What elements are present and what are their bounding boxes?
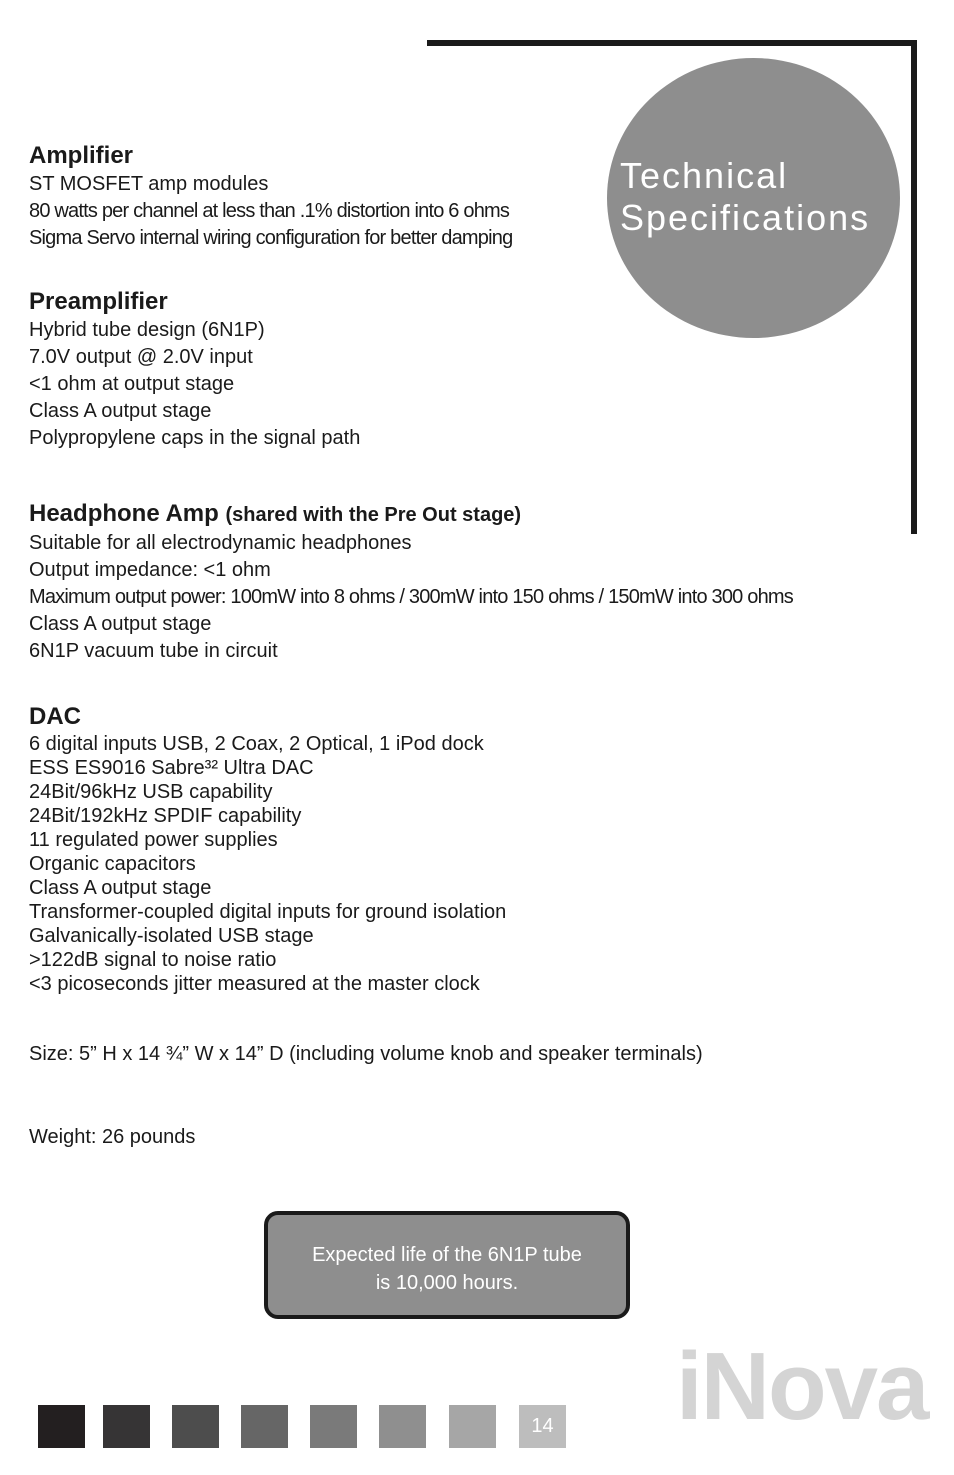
headphone-amp-note: (shared with the Pre Out stage) [225,504,522,526]
footer-swatch [310,1405,357,1448]
weight-spec: Weight: 26 pounds [29,1126,196,1148]
spec-line: 11 regulated power supplies [29,829,278,851]
spec-line: Polypropylene caps in the signal path [29,427,361,449]
page-number: 14 [531,1415,554,1437]
spec-line: Galvanically-isolated USB stage [29,925,314,947]
spec-line: 7.0V output @ 2.0V input [29,346,253,368]
headphone-amp-heading-row [29,499,793,530]
amplifier-section [29,141,512,252]
header-frame-top-rule [427,40,917,46]
size-spec: Size: 5” H x 14 ¾” W x 14” D (including volume knob and speaker terminals) [29,1043,703,1065]
dac-section [29,702,506,996]
footer-swatch [172,1405,219,1448]
page-title: Technical Specifications [620,155,871,238]
footer-swatch [379,1405,426,1448]
amplifier-heading: Amplifier [29,142,134,169]
spec-line: >122dB signal to noise ratio [29,949,277,971]
spec-line: 24Bit/192kHz SPDIF capability [29,805,302,827]
spec-line: Transformer-coupled digital inputs for ground isolation [29,901,507,923]
spec-line: Maximum output power: 100mW into 8 ohms / 300mW into 150 ohms / 150mW into 300 ohms [29,586,793,608]
spec-line: ESS ES9016 Sabre³² Ultra DAC [29,757,314,779]
spec-line: Sigma Servo internal wiring configuration for better damping [29,227,513,249]
spec-line: ST MOSFET amp modules [29,173,269,195]
dac-heading: DAC [29,703,81,730]
spec-line: Class A output stage [29,613,212,635]
spec-line: 80 watts per channel at less than .1% distortion into 6 ohms [29,200,510,222]
preamplifier-section [29,287,360,452]
spec-line: <3 picoseconds jitter measured at the master clock [29,973,480,995]
spec-line: Organic capacitors [29,853,196,875]
footer-swatch [449,1405,496,1448]
callout-line: is 10,000 hours. [375,1272,519,1294]
footer-swatch [103,1405,150,1448]
spec-line: Class A output stage [29,400,212,422]
spec-line: Class A output stage [29,877,212,899]
headphone-amp-section [29,499,793,665]
spec-line: <1 ohm at output stage [29,373,235,395]
spec-line: 24Bit/96kHz USB capability [29,781,273,803]
preamplifier-heading: Preamplifier [29,288,168,315]
tube-life-callout [264,1211,630,1319]
footer-swatch [241,1405,288,1448]
spec-line: Output impedance: <1 ohm [29,559,271,581]
headphone-amp-heading: Headphone Amp [29,500,219,527]
spec-line: 6 digital inputs USB, 2 Coax, 2 Optical, 1 iPod dock [29,733,484,755]
header-frame-side-rule [911,40,917,534]
spec-line: Hybrid tube design (6N1P) [29,319,265,341]
spec-line: 6N1P vacuum tube in circuit [29,640,278,662]
spec-line: Suitable for all electrodynamic headphones [29,532,412,554]
callout-line: Expected life of the 6N1P tube [312,1244,582,1266]
footer-swatch [38,1405,85,1448]
inova-logo: iNova [676,1333,928,1440]
